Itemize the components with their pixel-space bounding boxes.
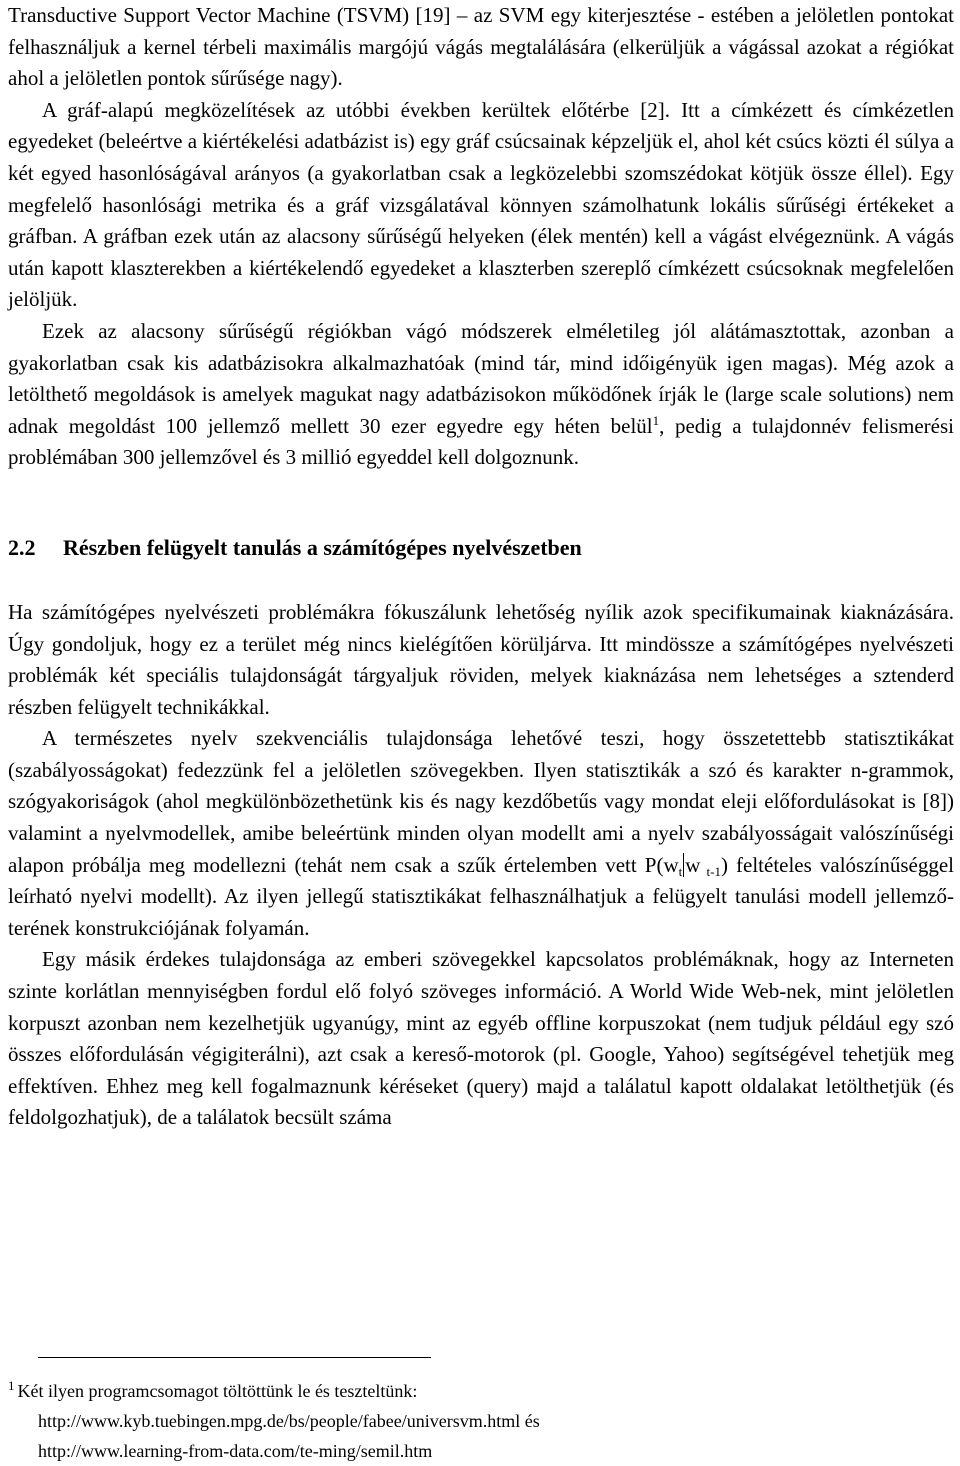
paragraph-text: , pedig a tulajdonnév felismerési problémában 300 jellemzővel és 3 millió egyeddel kell dolgoznunk. — [8, 413, 954, 470]
conditional-probability-formula: $P(w_t$ w $_{t-1}$) — [644, 852, 728, 879]
section-title: Részben felügyelt tanulás a számítógépes nyelvészetben — [63, 534, 582, 560]
footnote — [8, 1376, 540, 1466]
footnote-link-semil[interactable]: http://www.learning-from-data.com/te-ming/semil.htm — [38, 1441, 433, 1461]
paragraph-intro-nlp: Ha számítógépes nyelvészeti problémákra fókuszálunk lehetőség nyílik azok specifikumainak kiaknázására. Úgy gondoljuk, hogy ez a terület még nincs kielégítően körüljárva. Itt mindössze a számítógépes nyelvészeti problémák két speciális tulajdonságát tárgyaljuk röviden, melyek kiaknázása nem lehetséges a sztenderd részben felügyelt technikákkal. — [8, 599, 954, 719]
footnote-reference[interactable]: 1 — [652, 412, 660, 428]
footnote-text: Két ilyen programcsomagot töltöttünk le és teszteltünk: — [17, 1381, 418, 1401]
section-heading — [8, 533, 954, 563]
paragraph-low-density-methods — [8, 316, 954, 474]
paragraph-tsvm: Transductive Support Vector Machine (TSVM) [19] – az SVM egy kiterjesztése - estében a jelöletlen pontokat felhasználjuk a kernel térbeli maximális margójú vágás megtalálására (elkerüljük a vágással azokat a régiókat ahol a jelöletlen pontok sűrűsége nagy). — [8, 3, 954, 91]
footnote-link-universvm[interactable]: http://www.kyb.tuebingen.mpg.de/bs/people/fabee/universvm.html és — [38, 1411, 540, 1431]
paragraph-text: Ezek az alacsony sűrűségű régiókban vágó módszerek elméletileg jól alátámasztottak, azonban a gyakorlatban csak kis adatbázisokra alkalmazhatóak (mind tár, mind időigényük igen magas). Még azok a letölthető megoldások is amelyek magukat nagy adatbázisokon működőnek írják le (large scale solutions) nem adnak megoldást 100 jellemző mellett 30 ezer egyedre egy héten belül — [8, 318, 954, 438]
paragraph-sequential-property — [8, 723, 954, 944]
paragraph-text: feltételes valószínűséggel leírható nyelvi modellt). Az ilyen jellegű statisztikákat felhasználhatjuk a felügyelt tanulási modell jellemző-terének konstrukciójának folyamán. — [8, 852, 954, 940]
paragraph-graph-based: A gráf-alapú megközelítések az utóbbi években kerültek előtérbe [2]. Itt a címkézett és címkézetlen egyedeket (beleértve a kiértékelési adatbázist is) egy gráf csúcsainak képzeljük el, ahol két csúcs közti él súlya a két egyed hasonlóságával arányos (a gyakorlatban csak a legközelebbi szomszédokat kötjük össze éllel). Egy megfelelő hasonlósági metrika és a gráf vizsgálatával könnyen számolhatunk lokális sűrűségi értékeket a gráfban. A gráfban ezek után az alacsony sűrűségű helyeken (élek mentén) kell a vágást elvégeznünk. A vágás után kapott klaszterekben a kiértékelendő egyedeket a klaszterben szereplő címkézett csúcsoknak megfelelően jelöljük. — [8, 97, 954, 312]
footnote-number: 1 — [8, 1378, 15, 1393]
paragraph-text: A természetes nyelv szekvenciális tulajdonsága lehetővé teszi, hogy összetettebb statisztikákat (szabályosságokat) fedezzünk fel a jelöletlen szövegekben. Ilyen statisztikák a szó és karakter n-grammok, szógyakoriságok (ahol megkülönbözethetünk kis és nagy kezdőbetűs vagy mondat eleji előfordulásokat is [8]) valamint a nyelvmodellek, amibe beleértünk minden olyan modellt ami a nyelv szabályosságait valószínűségi alapon próbálja meg modellezni (tehát nem csak a szűk értelemben vett — [8, 726, 954, 877]
section-number: 2.2 — [8, 534, 36, 560]
paragraph-web-corpus: Egy másik érdekes tulajdonsága az emberi szövegekkel kapcsolatos problémáknak, hogy az Interneten szinte korlátlan mennyiségben fordul elő folyó szöveges információ. A World Wide Web-nek, mint jelöletlen korpuszt azonban nem kezelhetjük ugyanúgy, mint az egyéb offline korpuszokat (nem tudjuk például egy szó összes előfordulásán végigiterálni), azt csak a kereső-motorok (pl. Google, Yahoo) segítségével tehetjük meg effektíven. Ehhez meg kell fogalmaznunk kéréseket (query) majd a találatul kapott oldalakat letölthetjük (és feldolgozhatjuk), de a találatok becsült száma — [8, 947, 954, 1130]
footnote-divider — [38, 1357, 431, 1358]
